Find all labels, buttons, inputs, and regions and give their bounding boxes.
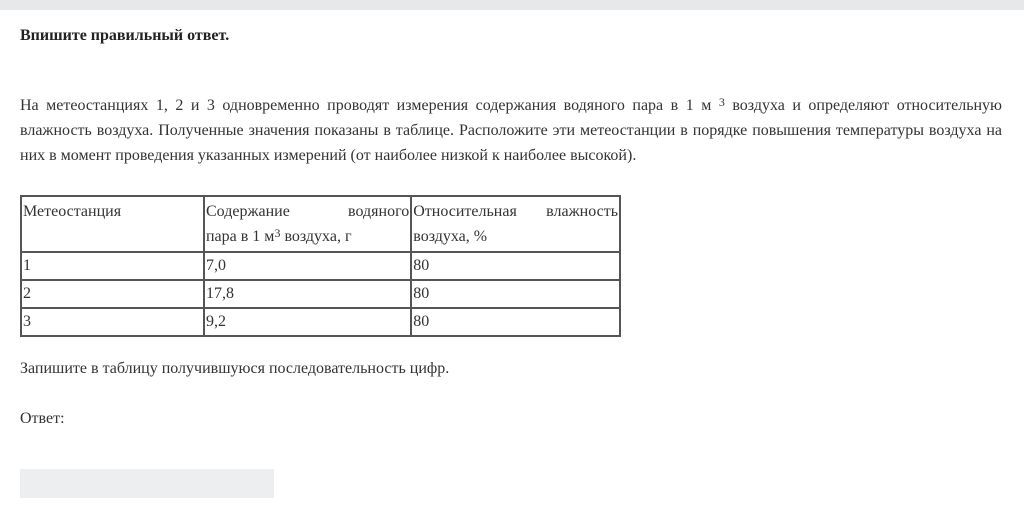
header-station-label: Метеостанция bbox=[23, 203, 122, 220]
cell-station: 3 bbox=[21, 308, 204, 336]
cell-vapor: 7,0 bbox=[204, 252, 411, 280]
table-row bbox=[21, 280, 620, 308]
answer-input[interactable] bbox=[20, 469, 274, 498]
table-row bbox=[21, 308, 620, 336]
task-instruction: Впишите правильный ответ. bbox=[20, 27, 230, 44]
answer-label: Ответ: bbox=[20, 410, 65, 427]
header-station bbox=[21, 196, 204, 252]
header-humidity-label: Относительная влажность воздуха, % bbox=[413, 203, 618, 245]
cell-station: 1 bbox=[21, 252, 204, 280]
table-row bbox=[21, 252, 620, 280]
cell-humidity: 80 bbox=[411, 308, 620, 336]
header-vapor-word-2: водяного bbox=[348, 203, 410, 220]
cell-station: 2 bbox=[21, 280, 204, 308]
write-note: Запишите в таблицу получившуюся последовательность цифр. bbox=[20, 360, 450, 377]
question-text-part-2: воздуха и определяют относительную влажность воздуха. Полученные значения показаны в таблице. Расположите эти метеостанции в порядке повышения температуры воздуха на них в момент проведения указанных измерений (от наиболее низкой к наиболее высокой). bbox=[20, 97, 1003, 164]
header-vapor-line-2 bbox=[206, 224, 409, 249]
header-vapor-line-2-start: пара в 1 м bbox=[205, 228, 275, 245]
cell-humidity: 80 bbox=[411, 252, 620, 280]
question-text-part-1: На метеостанциях 1, 2 и 3 одновременно проводят измерения содержания водяного пара в 1 м bbox=[20, 97, 719, 114]
question-text bbox=[20, 93, 1002, 168]
table-header-row bbox=[21, 196, 620, 252]
header-humidity bbox=[411, 196, 620, 252]
cell-vapor: 17,8 bbox=[204, 280, 411, 308]
cell-vapor: 9,2 bbox=[204, 308, 411, 336]
data-table bbox=[20, 195, 621, 337]
header-vapor bbox=[204, 196, 411, 252]
question-superscript: 3 bbox=[718, 95, 725, 109]
header-vapor-line-2-end: воздуха, г bbox=[280, 228, 352, 245]
header-vapor-superscript: 3 bbox=[274, 226, 281, 240]
top-bar bbox=[0, 0, 1024, 10]
header-vapor-word-1: Содержание bbox=[205, 203, 290, 220]
cell-humidity: 80 bbox=[411, 280, 620, 308]
header-vapor-line-1 bbox=[206, 199, 409, 224]
